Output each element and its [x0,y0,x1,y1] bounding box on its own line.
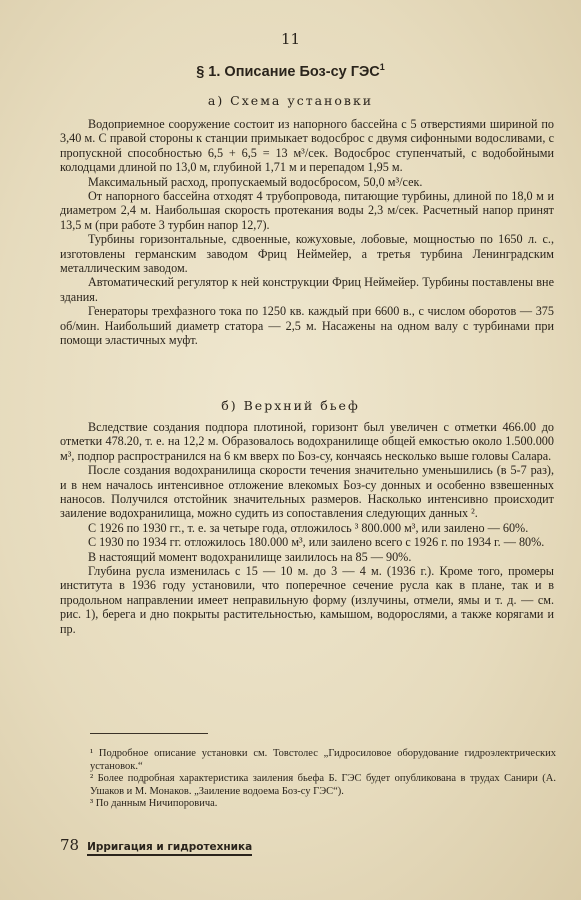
paragraph: С 1930 по 1934 гг. отложилось 180.000 м³, или заилено всего с 1926 г. по 1934 г. — 80%. [88,535,545,550]
page-footer [60,836,360,856]
running-title: Ирригация и гидротехника [87,841,252,856]
paragraph: Максимальный расход, пропускаемый водосбросом, 50,0 м³/сек. [88,174,423,189]
paragraph: Глубина русла изменилась с 15 — 10 м. до 3 — 4 м. (1936 г.). Кроме того, промеры института в 1936 году установили, что поперечное сечение русла как в плане, так и в продольном направлении имеет неправильную форму (излучины, отмели, ямы и т. д. — см. рис. 1), берега и дно покрыты растительностью, камышом, водорослями, а также корягами и пр. [60,564,554,636]
footnotes [90,748,556,811]
paragraph: Генераторы трехфазного тока по 1250 кв. каждый при 6600 в., с числом оборотов — 375 об/мин. Наибольший диаметр статора — 2,5 м. Насажены на одном валу с турбинами при помощи эластичных муфт. [60,304,554,348]
paragraph: Водоприемное сооружение состоит из напорного бассейна с 5 отверстиями шириной по 3,40 м. С правой стороны к станции примыкает водосброс с двумя сифонными водосливами, с пропускной способностью 6,5 + 6,5 = 13 м³/сек. Водосброс ступенчатый, с водобойными колодцами длиной по 13,0 м, глубиной 1,71 м и перепадом 1,95 м. [60,117,554,175]
paragraph: После создания водохранилища скорости течения значительно уменьшились (в 5-7 раз), и в нем началось интенсивное отложение влекомых Боз-су донных и особенно взвешенных наносов. Получился отстойник значительных размеров. Насколько интенсивно происходит заиление водохранилища, можно судить из сопоставления следующих данных ². [60,463,554,521]
section-title-text: § 1. Описание Боз-су ГЭС [196,63,380,80]
paragraph: От напорного бассейна отходят 4 трубопровода, питающие турбины, длиной по 18,0 м и диаметром 2,4 м. Наибольшая скорость протекания воды 2,3 м/сек. Расчетный напор принят 13,5 м (при работе 3 турбин напор 12,7). [60,189,554,232]
subheading-a: а) Схема установки [207,93,374,108]
section-title-footnote-ref: 1 [379,62,385,72]
paragraph: С 1926 по 1930 гг., т. е. за четыре года, отложилось ³ 800.000 м³, или заилено — 60%. [88,520,529,535]
paragraph: В настоящий момент водохранилище заилилось на 85 — 90%. [88,549,412,564]
paragraph: Турбины горизонтальные, сдвоенные, кожуховые, лобовые, мощностью по 1650 л. с., изготовлены германским заводом Фриц Неймейер, а третья турбина Ленинградским металлическим заводом. [60,232,554,276]
footnote-divider [90,733,208,734]
footnote: ¹ Подробное описание установки см. Товстолес „Гидросиловое оборудование гидроэлектрических установок.“ [90,748,556,772]
section-b-body [60,420,554,636]
top-page-marker: 11 [280,30,301,48]
section-title [0,62,581,80]
footnote: ³ По данным Ничипоровича. [90,798,218,809]
footnote: ² Более подробная характеристика заиления бьефа Б. ГЭС будет опубликована в трудах Санири (А. Ушаков и М. Монаков. „Заиление водоема Боз-су ГЭС“). [90,773,556,797]
paragraph: Вследствие создания подпора плотиной, горизонт был увеличен с отметки 466.00 до отметки 478.20, т. е. на 12,2 м. Образовалось водохранилище общей емкостью около 1.500.000 м³, подпор распространился на 6 км вверх по Боз-су, кончаясь несколько выше головы Салара. [60,420,554,463]
page-number: 78 [60,836,80,854]
paragraph: Автоматический регулятор к ней конструкции Фриц Неймейер. Турбины поставлены вне здания. [60,275,554,304]
section-a-body [60,117,554,348]
subheading-b: б) Верхний бьеф [221,398,360,413]
